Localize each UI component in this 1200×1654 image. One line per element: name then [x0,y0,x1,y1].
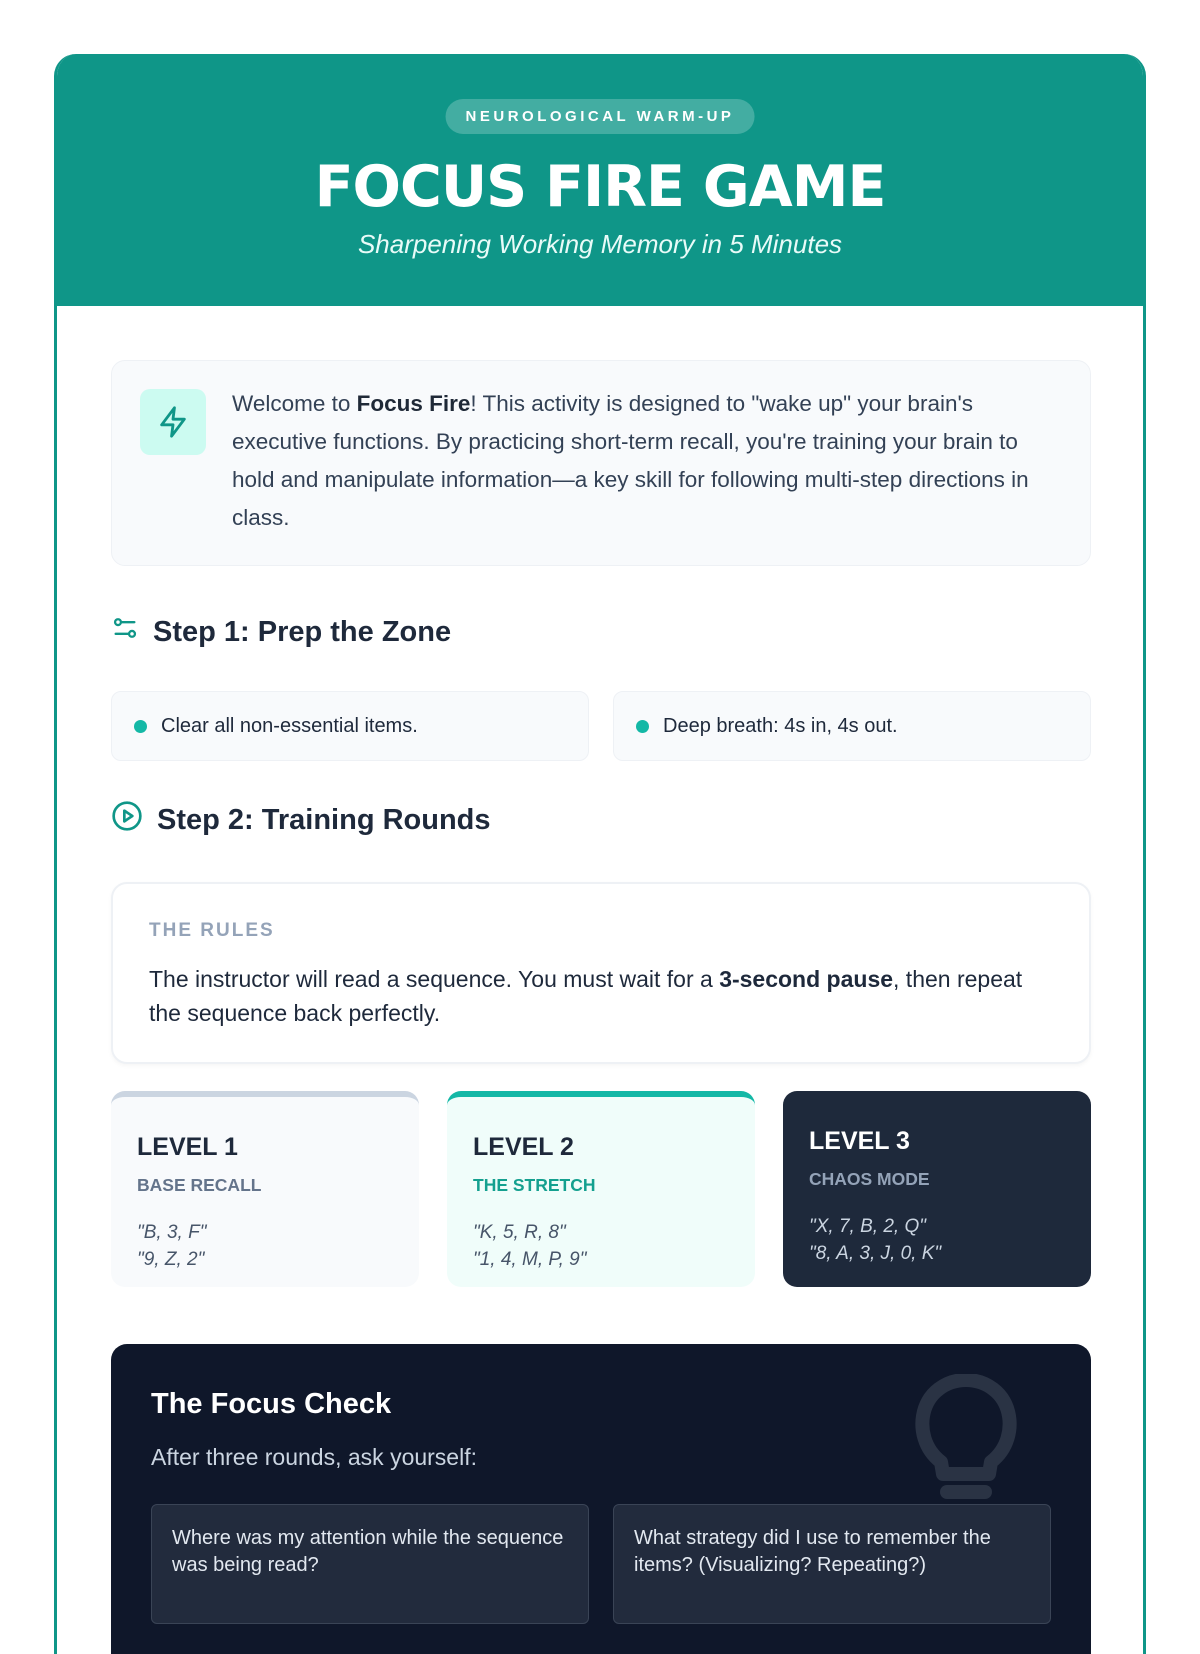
level-card-1 [111,1091,419,1287]
level-subtitle: THE STRETCH [473,1175,596,1195]
category-badge: NEUROLOGICAL WARM-UP [446,99,755,134]
level-title: LEVEL 2 [473,1133,574,1161]
bullet-dot [134,720,147,733]
level-subtitle: CHAOS MODE [809,1169,930,1189]
play-circle-icon [111,800,143,840]
intro-text: Welcome to Focus Fire! This activity is designed to "wake up" your brain's executive functions. By practicing short-term recall, you're training your brain to hold and manipulate information—a key skill for following multi-step directions in class. [232,391,1029,530]
prep-item-label: Clear all non-essential items. [161,714,418,737]
intro-highlight: Focus Fire [356,391,471,416]
level-title: LEVEL 1 [137,1133,238,1161]
level-title: LEVEL 3 [809,1127,910,1155]
step2-title: Step 2: Training Rounds [157,803,491,836]
reflection-question: Where was my attention while the sequence was being read? [151,1504,589,1624]
level-sequences: "X, 7, B, 2, Q" "8, A, 3, J, 0, K" [809,1216,942,1264]
reflection-question: What strategy did I use to remember the items? (Visualizing? Repeating?) [613,1504,1051,1624]
sliders-icon [111,614,139,650]
bullet-dot [636,720,649,733]
level-card-3 [783,1091,1091,1287]
page-title: FOCUS FIRE GAME [314,154,886,220]
step2-heading [111,800,491,840]
rules-text: The instructor will read a sequence. You must wait for a 3-second pause, then repeat the sequence back perfectly. [149,966,1023,1026]
level-subtitle: BASE RECALL [137,1175,262,1195]
prep-item [111,691,589,761]
header [57,54,1143,306]
level-sequences: "B, 3, F" "9, Z, 2" [137,1222,207,1270]
rules-label: THE RULES [149,920,275,941]
activity-card [54,54,1146,1654]
step1-heading [111,614,451,650]
level-card-2 [447,1091,755,1287]
page-subtitle: Sharpening Working Memory in 5 Minutes [357,229,843,259]
rules-highlight: 3-second pause [719,966,894,992]
focus-check-panel [111,1344,1091,1654]
lightning-icon [140,389,206,455]
level-sequences: "K, 5, R, 8" "1, 4, M, P, 9" [473,1222,587,1270]
intro-panel [111,360,1091,566]
step1-title: Step 1: Prep the Zone [153,615,452,648]
focus-check-title: The Focus Check [151,1388,392,1420]
rules-panel [111,882,1091,1064]
prep-item [613,691,1091,761]
focus-check-subtitle: After three rounds, ask yourself: [151,1444,477,1470]
prep-item-label: Deep breath: 4s in, 4s out. [663,714,898,737]
